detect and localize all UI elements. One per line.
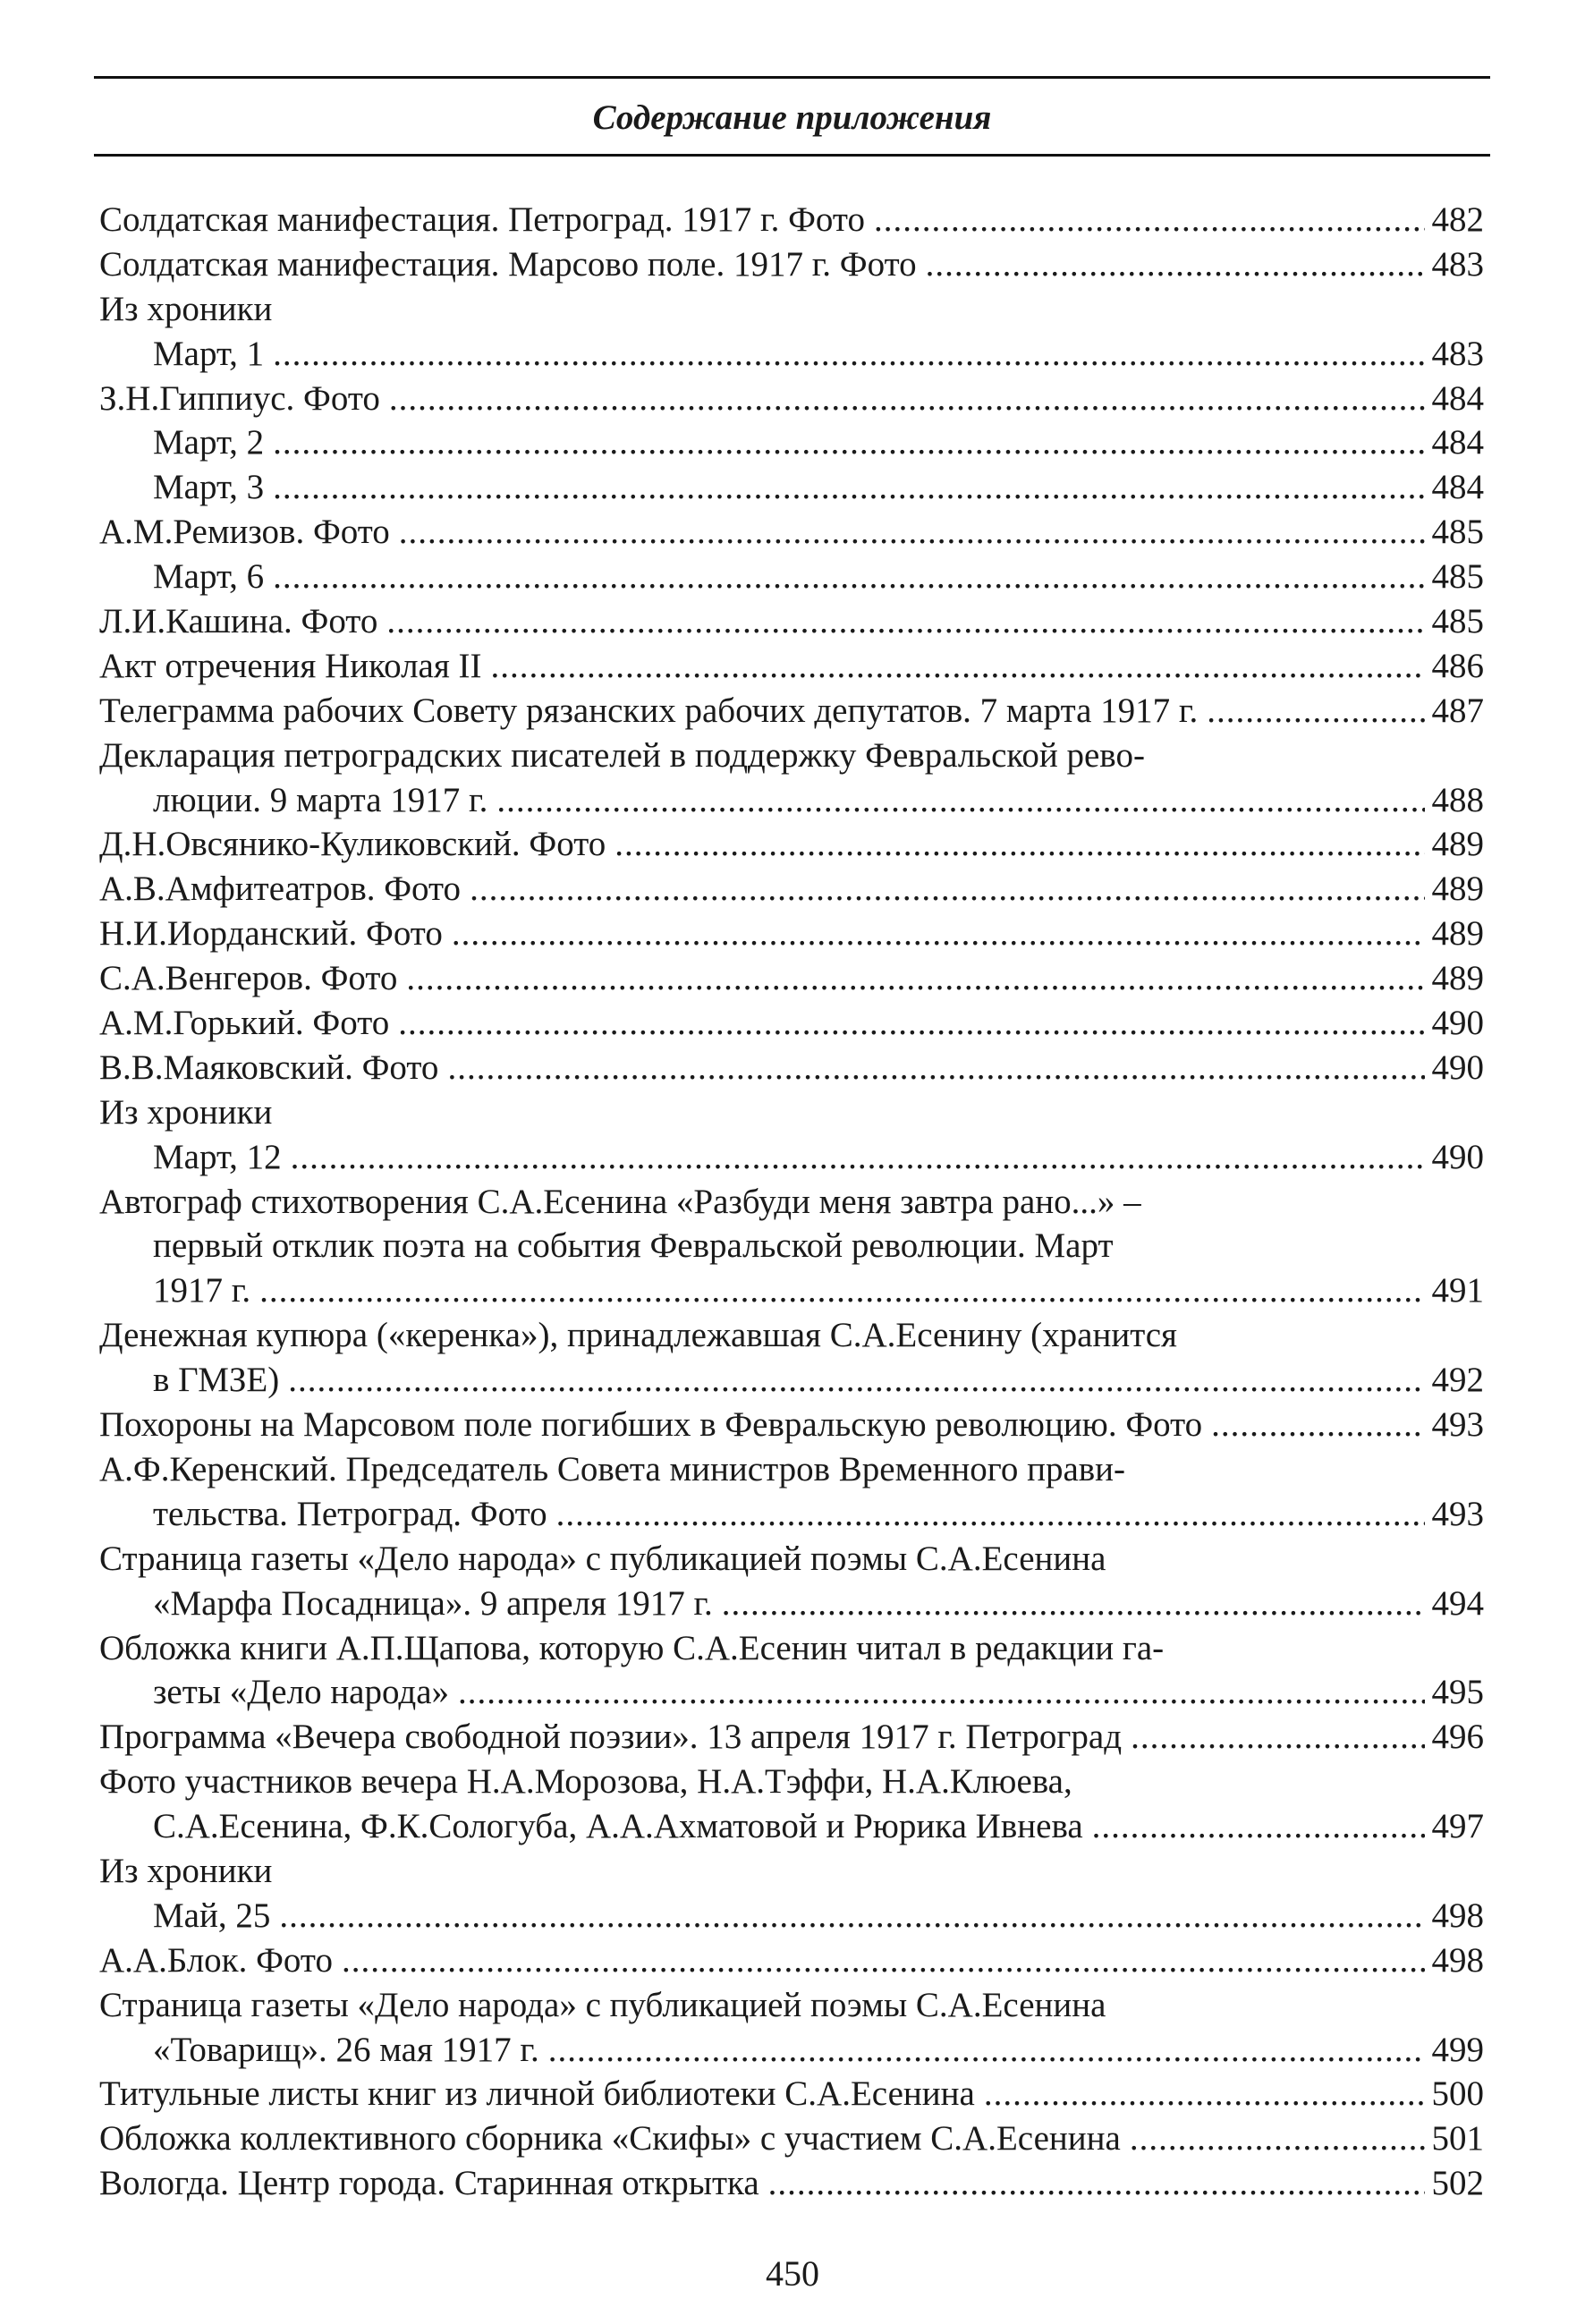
toc-entry-page: 498 (1431, 1940, 1484, 1980)
toc-entry-text: Денежная купюра («керенка»), принадлежавшая С.А.Есенину (хранится (99, 1316, 1177, 1355)
leader-dots (1131, 1715, 1424, 1760)
toc-entry-text: Из хроники (99, 1092, 273, 1132)
toc-entry-page: 501 (1431, 2119, 1484, 2159)
toc-entry-text: Программа «Вечера свободной поэзии». 13 апреля 1917 г. Петроград (99, 1718, 1123, 1757)
leader-dots (273, 555, 1424, 599)
toc-entry (99, 1046, 1484, 1090)
toc-entry-text: Похороны на Марсовом поле погибших в Февральскую революцию. Фото (99, 1405, 1203, 1445)
leader-dots (279, 1894, 1424, 1938)
toc-entry-text: Март, 1 (153, 334, 265, 373)
toc-entry (99, 465, 1484, 510)
leader-dots (288, 1358, 1424, 1403)
toc-entry-text: Фото участников вечера Н.А.Морозова, Н.А.Тэффи, Н.А.Клюева, (99, 1762, 1072, 1802)
toc-entry-text: первый отклик поэта на события Февральской революции. Март (153, 1226, 1114, 1266)
toc-entry-text: Обложка книги А.П.Щапова, которую С.А.Есенин читал в редакции га- (99, 1628, 1165, 1667)
toc-entry (99, 198, 1484, 242)
leader-dots (389, 377, 1425, 421)
toc-entry-page: 496 (1431, 1718, 1484, 1757)
toc-entry (99, 734, 1484, 778)
toc-entry (99, 956, 1484, 1001)
toc-entry (99, 287, 1484, 332)
toc-entry-page: 483 (1431, 334, 1484, 373)
toc-entry (99, 1849, 1484, 1894)
toc-entry-text: Обложка коллективного сборника «Скифы» с участием С.А.Есенина (99, 2119, 1121, 2159)
leader-dots (342, 1938, 1425, 1983)
toc-entry (99, 867, 1484, 912)
toc-entry-page: 484 (1431, 423, 1484, 462)
leader-dots (926, 242, 1425, 287)
toc-entry (99, 1938, 1484, 1983)
toc-entry-page: 490 (1431, 1137, 1484, 1176)
toc-entry (99, 1804, 1484, 1849)
toc-entry-text: Л.И.Кашина. Фото (99, 602, 378, 641)
toc-entry-text: Март, 6 (153, 557, 265, 597)
toc-entry-text: В.В.Маяковский. Фото (99, 1047, 439, 1087)
leader-dots (548, 2028, 1425, 2073)
toc-entry-page: 482 (1431, 200, 1484, 239)
leader-dots (768, 2161, 1425, 2206)
leader-dots (470, 867, 1424, 912)
toc-entry (99, 555, 1484, 599)
toc-entry-text: Декларация петроградских писателей в поддержку Февральской рево- (99, 735, 1145, 775)
toc-entry-text: зеты «Дело народа» (153, 1673, 450, 1712)
header-bottom-rule (94, 154, 1490, 157)
toc-entry-text: Март, 12 (153, 1137, 282, 1176)
toc-entry-text: С.А.Есенина, Ф.К.Сологуба, А.А.Ахматовой и Рюрика Ивнева (153, 1807, 1083, 1846)
leader-dots (398, 1001, 1424, 1046)
toc-entry-page: 489 (1431, 959, 1484, 998)
toc-entry (99, 1760, 1484, 1804)
toc-entry-text: люции. 9 марта 1917 г. (153, 780, 488, 819)
toc-entry (99, 1894, 1484, 1938)
toc-entry-text: Март, 3 (153, 468, 265, 507)
toc-entry-text: 1917 г. (153, 1271, 251, 1310)
toc-entry-text: в ГМЗЕ) (153, 1361, 280, 1400)
leader-dots (615, 822, 1424, 867)
toc-entry-text: Автограф стихотворения С.А.Есенина «Разбуди меня завтра рано...» – (99, 1182, 1141, 1221)
toc-entry-page: 489 (1431, 914, 1484, 954)
toc-entry (99, 510, 1484, 555)
toc-entry (99, 1715, 1484, 1760)
toc-entry-page: 502 (1431, 2164, 1484, 2203)
toc-entry (99, 1313, 1484, 1358)
toc-entry-page: 494 (1431, 1583, 1484, 1623)
toc-entry (99, 599, 1484, 644)
toc-entry-text: А.Ф.Керенский. Председатель Совета министров Временного прави- (99, 1449, 1126, 1489)
toc-entry-page: 484 (1431, 378, 1484, 418)
toc-entry (99, 778, 1484, 823)
toc-entry (99, 1135, 1484, 1180)
toc-entry-text: А.В.Амфитеатров. Фото (99, 869, 462, 909)
toc-entry-text: «Товарищ». 26 мая 1917 г. (153, 2030, 539, 2069)
toc-entry-page: 499 (1431, 2030, 1484, 2069)
toc-entry-page: 485 (1431, 513, 1484, 552)
leader-dots (1207, 689, 1424, 734)
toc-entry-text: Из хроники (99, 289, 273, 328)
toc-entry-page: 493 (1431, 1494, 1484, 1533)
table-of-contents (99, 198, 1484, 2206)
toc-entry (99, 420, 1484, 465)
toc-entry-text: Из хроники (99, 1851, 273, 1890)
toc-entry-page: 487 (1431, 691, 1484, 730)
toc-entry-page: 500 (1431, 2074, 1484, 2114)
toc-entry (99, 1447, 1484, 1492)
leader-dots (406, 956, 1424, 1001)
toc-entry (99, 377, 1484, 421)
toc-entry (99, 1492, 1484, 1537)
leader-dots (556, 1492, 1425, 1537)
toc-entry-text: Страница газеты «Дело народа» с публикацией поэмы С.А.Есенина (99, 1539, 1106, 1578)
toc-entry-page: 489 (1431, 869, 1484, 909)
leader-dots (399, 510, 1425, 555)
toc-entry-page: 489 (1431, 825, 1484, 864)
toc-entry-text: Д.Н.Овсянико-Куликовский. Фото (99, 825, 606, 864)
toc-entry-text: Март, 2 (153, 423, 265, 462)
leader-dots (458, 1670, 1424, 1715)
leader-dots (874, 198, 1425, 242)
page-number: 450 (766, 2253, 819, 2294)
leader-dots (1092, 1804, 1425, 1849)
leader-dots (496, 778, 1424, 823)
toc-entry-text: «Марфа Посадница». 9 апреля 1917 г. (153, 1583, 713, 1623)
toc-entry-text: Титульные листы книг из личной библиотеки С.А.Есенина (99, 2074, 975, 2114)
toc-entry-page: 490 (1431, 1004, 1484, 1043)
toc-entry (99, 1224, 1484, 1268)
toc-entry (99, 1180, 1484, 1225)
leader-dots (273, 465, 1424, 510)
toc-entry (99, 689, 1484, 734)
leader-dots (491, 644, 1425, 689)
toc-entry (99, 1358, 1484, 1403)
leader-dots (273, 332, 1424, 377)
toc-entry (99, 1090, 1484, 1135)
toc-entry (99, 912, 1484, 956)
toc-entry (99, 1001, 1484, 1046)
toc-entry-page: 497 (1431, 1807, 1484, 1846)
toc-entry-page: 495 (1431, 1673, 1484, 1712)
toc-entry-page: 490 (1431, 1047, 1484, 1087)
leader-dots (447, 1046, 1424, 1090)
toc-entry-page: 485 (1431, 557, 1484, 597)
header-top-rule (94, 76, 1490, 79)
toc-entry (99, 2116, 1484, 2161)
toc-entry (99, 1268, 1484, 1313)
toc-entry-text: Телеграмма рабочих Совету рязанских рабочих депутатов. 7 марта 1917 г. (99, 691, 1199, 730)
page-header-title: Содержание приложения (592, 98, 992, 137)
toc-entry-page: 498 (1431, 1896, 1484, 1935)
leader-dots (452, 912, 1425, 956)
toc-entry-page: 488 (1431, 780, 1484, 819)
leader-dots (984, 2072, 1425, 2116)
toc-entry-text: Страница газеты «Дело народа» с публикацией поэмы С.А.Есенина (99, 1985, 1106, 2024)
toc-entry (99, 822, 1484, 867)
toc-entry-page: 491 (1431, 1271, 1484, 1310)
toc-entry (99, 1626, 1484, 1671)
toc-entry-text: Н.И.Иорданский. Фото (99, 914, 443, 954)
toc-entry-page: 483 (1431, 244, 1484, 284)
toc-entry-text: С.А.Венгеров. Фото (99, 959, 398, 998)
leader-dots (722, 1582, 1425, 1626)
toc-entry-text: А.М.Ремизов. Фото (99, 513, 390, 552)
leader-dots (273, 420, 1424, 465)
toc-entry-text: А.М.Горький. Фото (99, 1004, 390, 1043)
toc-entry (99, 1670, 1484, 1715)
toc-entry (99, 1983, 1484, 2028)
toc-entry-text: Солдатская манифестация. Петроград. 1917 г. Фото (99, 200, 865, 239)
toc-entry (99, 332, 1484, 377)
toc-entry (99, 2161, 1484, 2206)
toc-entry-text: Вологда. Центр города. Старинная открытка (99, 2164, 759, 2203)
toc-entry (99, 2072, 1484, 2116)
toc-entry-text: Май, 25 (153, 1896, 271, 1935)
toc-entry-text: тельства. Петроград. Фото (153, 1494, 547, 1533)
leader-dots (291, 1135, 1425, 1180)
toc-entry-text: Акт отречения Николая II (99, 646, 482, 685)
toc-entry-page: 485 (1431, 602, 1484, 641)
toc-entry-page: 492 (1431, 1361, 1484, 1400)
leader-dots (1211, 1403, 1424, 1447)
toc-entry (99, 1537, 1484, 1582)
toc-entry (99, 1582, 1484, 1626)
toc-entry-page: 493 (1431, 1405, 1484, 1445)
leader-dots (386, 599, 1424, 644)
toc-entry-text: З.Н.Гиппиус. Фото (99, 378, 380, 418)
toc-entry (99, 242, 1484, 287)
toc-entry (99, 1403, 1484, 1447)
toc-entry-page: 484 (1431, 468, 1484, 507)
toc-entry-text: А.А.Блок. Фото (99, 1940, 333, 1980)
toc-entry-text: Солдатская манифестация. Марсово поле. 1917 г. Фото (99, 244, 917, 284)
leader-dots (1130, 2116, 1425, 2161)
leader-dots (259, 1268, 1424, 1313)
toc-entry (99, 644, 1484, 689)
toc-entry (99, 2028, 1484, 2073)
toc-entry-page: 486 (1431, 646, 1484, 685)
